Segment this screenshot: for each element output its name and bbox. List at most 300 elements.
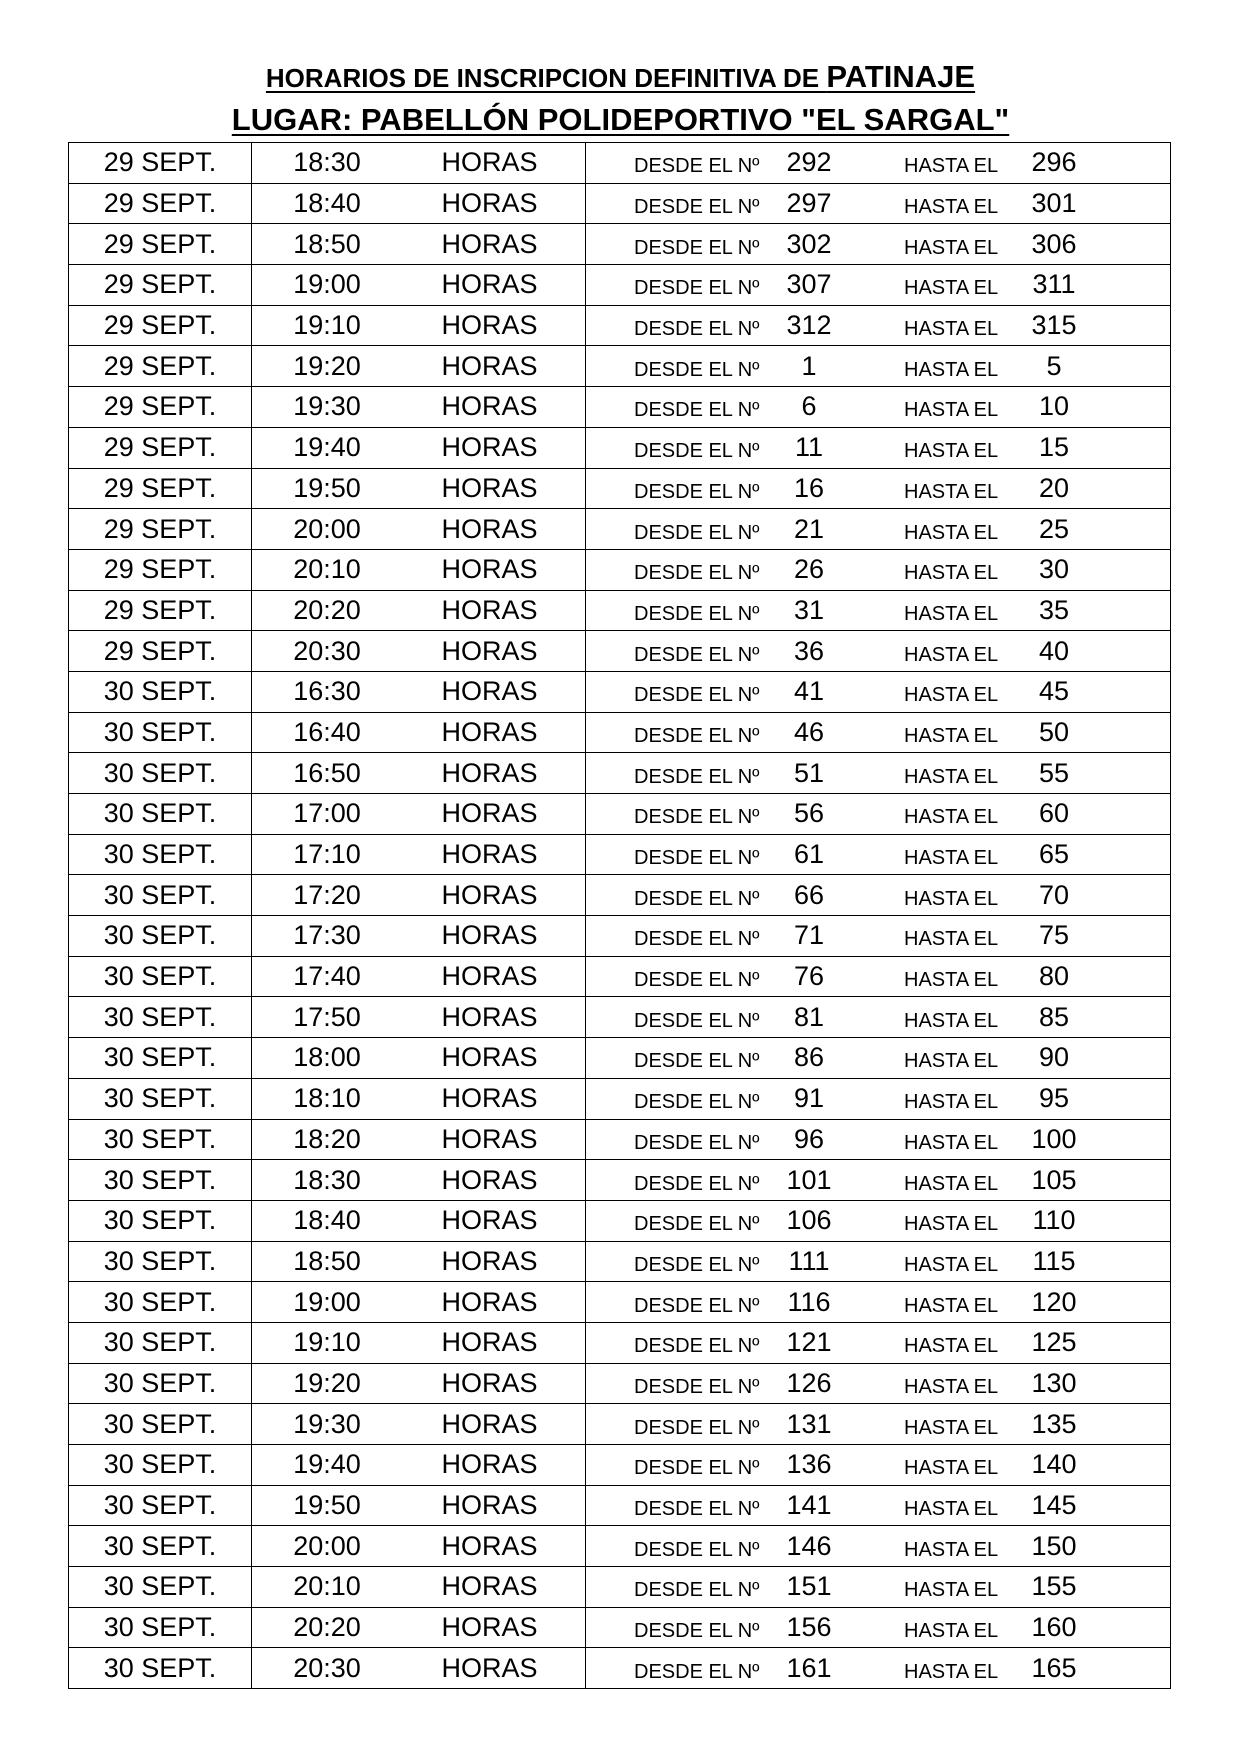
time-cell bbox=[252, 1200, 586, 1241]
horas-label: HORAS bbox=[441, 1123, 538, 1154]
table-row bbox=[69, 1363, 1171, 1404]
range-cell bbox=[586, 427, 1171, 468]
desde-label: DESDE EL Nº bbox=[634, 969, 760, 992]
to-number: 15 bbox=[1038, 432, 1070, 463]
date-cell: 30 SEPT. bbox=[69, 1282, 252, 1323]
range-cell bbox=[586, 1404, 1171, 1445]
time-cell bbox=[252, 1404, 586, 1445]
date-cell: 29 SEPT. bbox=[69, 468, 252, 509]
horas-label: HORAS bbox=[441, 1205, 538, 1236]
to-number: 105 bbox=[1031, 1164, 1077, 1195]
table-row bbox=[69, 1282, 1171, 1323]
from-number: 6 bbox=[801, 391, 817, 422]
range-cell bbox=[586, 1567, 1171, 1608]
from-number: 111 bbox=[788, 1245, 830, 1276]
range-cell bbox=[586, 1160, 1171, 1201]
hasta-label: HASTA EL bbox=[904, 480, 999, 503]
from-number: 307 bbox=[786, 269, 832, 300]
time-value: 16:30 bbox=[293, 676, 361, 707]
hasta-label: HASTA EL bbox=[904, 277, 999, 300]
range-cell bbox=[586, 1241, 1171, 1282]
to-number: 160 bbox=[1031, 1612, 1077, 1643]
time-cell bbox=[252, 265, 586, 306]
desde-label: DESDE EL Nº bbox=[634, 724, 760, 747]
table-row bbox=[69, 1119, 1171, 1160]
from-number: 136 bbox=[786, 1449, 832, 1480]
date-cell: 30 SEPT. bbox=[69, 1241, 252, 1282]
to-number: 30 bbox=[1038, 554, 1070, 585]
to-number: 150 bbox=[1031, 1530, 1077, 1561]
hasta-label: HASTA EL bbox=[904, 1091, 999, 1114]
to-number: 120 bbox=[1031, 1286, 1077, 1317]
date-cell: 30 SEPT. bbox=[69, 956, 252, 997]
date-cell: 30 SEPT. bbox=[69, 916, 252, 957]
hasta-label: HASTA EL bbox=[904, 684, 999, 707]
time-cell bbox=[252, 1078, 586, 1119]
hasta-label: HASTA EL bbox=[904, 399, 999, 422]
horas-label: HORAS bbox=[441, 1652, 538, 1683]
time-value: 19:30 bbox=[293, 391, 361, 422]
time-cell bbox=[252, 224, 586, 265]
horas-label: HORAS bbox=[441, 1408, 538, 1439]
hasta-label: HASTA EL bbox=[904, 928, 999, 951]
date-cell: 30 SEPT. bbox=[69, 1526, 252, 1567]
date-cell: 30 SEPT. bbox=[69, 794, 252, 835]
from-number: 31 bbox=[793, 594, 825, 625]
horas-label: HORAS bbox=[441, 472, 538, 503]
time-cell bbox=[252, 753, 586, 794]
range-cell bbox=[586, 468, 1171, 509]
table-row bbox=[69, 1404, 1171, 1445]
horas-label: HORAS bbox=[441, 554, 538, 585]
hasta-label: HASTA EL bbox=[904, 521, 999, 544]
desde-label: DESDE EL Nº bbox=[634, 358, 760, 381]
table-row bbox=[69, 387, 1171, 428]
time-value: 17:40 bbox=[293, 961, 361, 992]
time-cell bbox=[252, 346, 586, 387]
time-cell bbox=[252, 509, 586, 550]
hasta-label: HASTA EL bbox=[904, 1172, 999, 1195]
date-cell: 30 SEPT. bbox=[69, 753, 252, 794]
to-number: 40 bbox=[1038, 635, 1070, 666]
time-value: 16:40 bbox=[293, 716, 361, 747]
from-number: 126 bbox=[786, 1367, 832, 1398]
range-cell bbox=[586, 875, 1171, 916]
table-row bbox=[69, 1200, 1171, 1241]
desde-label: DESDE EL Nº bbox=[634, 602, 760, 625]
schedule-table bbox=[68, 142, 1171, 1689]
hasta-label: HASTA EL bbox=[904, 1538, 999, 1561]
horas-label: HORAS bbox=[441, 1612, 538, 1643]
horas-label: HORAS bbox=[441, 1001, 538, 1032]
from-number: 146 bbox=[786, 1530, 832, 1561]
range-cell bbox=[586, 1526, 1171, 1567]
horas-label: HORAS bbox=[441, 350, 538, 381]
date-cell: 30 SEPT. bbox=[69, 712, 252, 753]
table-row bbox=[69, 916, 1171, 957]
desde-label: DESDE EL Nº bbox=[634, 480, 760, 503]
hasta-label: HASTA EL bbox=[904, 562, 999, 585]
from-number: 1 bbox=[801, 350, 817, 381]
date-cell: 29 SEPT. bbox=[69, 224, 252, 265]
time-cell bbox=[252, 956, 586, 997]
to-number: 306 bbox=[1031, 228, 1077, 259]
time-cell bbox=[252, 1526, 586, 1567]
time-value: 20:10 bbox=[293, 1571, 361, 1602]
time-cell bbox=[252, 1648, 586, 1689]
to-number: 60 bbox=[1038, 798, 1070, 829]
to-number: 45 bbox=[1038, 676, 1070, 707]
desde-label: DESDE EL Nº bbox=[634, 1375, 760, 1398]
table-row bbox=[69, 875, 1171, 916]
location-text: LUGAR: PABELLÓN POLIDEPORTIVO "EL SARGAL" bbox=[231, 102, 1010, 137]
time-value: 19:00 bbox=[293, 269, 361, 300]
table-row bbox=[69, 631, 1171, 672]
range-cell bbox=[586, 183, 1171, 224]
desde-label: DESDE EL Nº bbox=[634, 1579, 760, 1602]
to-number: 135 bbox=[1031, 1408, 1077, 1439]
hasta-label: HASTA EL bbox=[904, 1050, 999, 1073]
from-number: 131 bbox=[786, 1408, 832, 1439]
date-cell: 30 SEPT. bbox=[69, 671, 252, 712]
from-number: 141 bbox=[786, 1490, 832, 1521]
date-cell: 29 SEPT. bbox=[69, 590, 252, 631]
range-cell bbox=[586, 753, 1171, 794]
time-cell bbox=[252, 997, 586, 1038]
time-cell bbox=[252, 1567, 586, 1608]
desde-label: DESDE EL Nº bbox=[634, 643, 760, 666]
document-location bbox=[0, 100, 1241, 140]
hasta-label: HASTA EL bbox=[904, 1253, 999, 1276]
desde-label: DESDE EL Nº bbox=[634, 1091, 760, 1114]
time-cell bbox=[252, 1322, 586, 1363]
desde-label: DESDE EL Nº bbox=[634, 1172, 760, 1195]
horas-label: HORAS bbox=[441, 594, 538, 625]
time-value: 20:00 bbox=[293, 513, 361, 544]
hasta-label: HASTA EL bbox=[904, 1579, 999, 1602]
horas-label: HORAS bbox=[441, 1571, 538, 1602]
time-value: 20:20 bbox=[293, 1612, 361, 1643]
time-cell bbox=[252, 1445, 586, 1486]
time-value: 18:50 bbox=[293, 228, 361, 259]
time-cell bbox=[252, 1241, 586, 1282]
to-number: 145 bbox=[1031, 1490, 1077, 1521]
time-cell bbox=[252, 1282, 586, 1323]
time-value: 19:10 bbox=[293, 310, 361, 341]
schedule-rows bbox=[69, 143, 1171, 1689]
from-number: 26 bbox=[793, 554, 825, 585]
time-value: 18:00 bbox=[293, 1042, 361, 1073]
to-number: 5 bbox=[1046, 350, 1062, 381]
time-value: 18:30 bbox=[293, 1164, 361, 1195]
time-cell bbox=[252, 712, 586, 753]
desde-label: DESDE EL Nº bbox=[634, 847, 760, 870]
to-number: 100 bbox=[1031, 1123, 1077, 1154]
table-row bbox=[69, 427, 1171, 468]
table-row bbox=[69, 1038, 1171, 1079]
date-cell: 29 SEPT. bbox=[69, 305, 252, 346]
horas-label: HORAS bbox=[441, 1164, 538, 1195]
time-cell bbox=[252, 468, 586, 509]
range-cell bbox=[586, 712, 1171, 753]
from-number: 86 bbox=[793, 1042, 825, 1073]
date-cell: 29 SEPT. bbox=[69, 631, 252, 672]
desde-label: DESDE EL Nº bbox=[634, 155, 760, 178]
range-cell bbox=[586, 1282, 1171, 1323]
from-number: 81 bbox=[793, 1001, 825, 1032]
date-cell: 30 SEPT. bbox=[69, 997, 252, 1038]
table-row bbox=[69, 305, 1171, 346]
table-row bbox=[69, 1567, 1171, 1608]
from-number: 16 bbox=[793, 472, 825, 503]
time-value: 18:20 bbox=[293, 1123, 361, 1154]
date-cell: 30 SEPT. bbox=[69, 1363, 252, 1404]
date-cell: 30 SEPT. bbox=[69, 1078, 252, 1119]
from-number: 51 bbox=[793, 757, 825, 788]
from-number: 91 bbox=[793, 1083, 825, 1114]
time-value: 17:00 bbox=[293, 798, 361, 829]
time-cell bbox=[252, 1160, 586, 1201]
hasta-label: HASTA EL bbox=[904, 887, 999, 910]
horas-label: HORAS bbox=[441, 1530, 538, 1561]
desde-label: DESDE EL Nº bbox=[634, 1009, 760, 1032]
table-row bbox=[69, 997, 1171, 1038]
range-cell bbox=[586, 1078, 1171, 1119]
desde-label: DESDE EL Nº bbox=[634, 440, 760, 463]
time-cell bbox=[252, 916, 586, 957]
time-value: 19:50 bbox=[293, 472, 361, 503]
date-cell: 29 SEPT. bbox=[69, 143, 252, 184]
date-cell: 29 SEPT. bbox=[69, 387, 252, 428]
time-value: 20:30 bbox=[293, 1652, 361, 1683]
from-number: 156 bbox=[786, 1612, 832, 1643]
to-number: 50 bbox=[1038, 716, 1070, 747]
to-number: 95 bbox=[1038, 1083, 1070, 1114]
table-row bbox=[69, 794, 1171, 835]
to-number: 10 bbox=[1038, 391, 1070, 422]
range-cell bbox=[586, 671, 1171, 712]
desde-label: DESDE EL Nº bbox=[634, 318, 760, 341]
hasta-label: HASTA EL bbox=[904, 155, 999, 178]
date-cell: 30 SEPT. bbox=[69, 1200, 252, 1241]
time-value: 18:40 bbox=[293, 1205, 361, 1236]
table-row bbox=[69, 1322, 1171, 1363]
from-number: 41 bbox=[793, 676, 825, 707]
horas-label: HORAS bbox=[441, 1245, 538, 1276]
from-number: 46 bbox=[793, 716, 825, 747]
desde-label: DESDE EL Nº bbox=[634, 399, 760, 422]
range-cell bbox=[586, 956, 1171, 997]
from-number: 36 bbox=[793, 635, 825, 666]
date-cell: 30 SEPT. bbox=[69, 1607, 252, 1648]
range-cell bbox=[586, 916, 1171, 957]
time-cell bbox=[252, 427, 586, 468]
date-cell: 29 SEPT. bbox=[69, 549, 252, 590]
from-number: 76 bbox=[793, 961, 825, 992]
range-cell bbox=[586, 631, 1171, 672]
table-row bbox=[69, 1160, 1171, 1201]
range-cell bbox=[586, 794, 1171, 835]
hasta-label: HASTA EL bbox=[904, 643, 999, 666]
date-cell: 30 SEPT. bbox=[69, 1567, 252, 1608]
table-row bbox=[69, 265, 1171, 306]
horas-label: HORAS bbox=[441, 879, 538, 910]
range-cell bbox=[586, 834, 1171, 875]
time-cell bbox=[252, 1363, 586, 1404]
hasta-label: HASTA EL bbox=[904, 1660, 999, 1683]
to-number: 165 bbox=[1031, 1652, 1077, 1683]
from-number: 71 bbox=[793, 920, 825, 951]
time-value: 19:00 bbox=[293, 1286, 361, 1317]
horas-label: HORAS bbox=[441, 1367, 538, 1398]
desde-label: DESDE EL Nº bbox=[634, 236, 760, 259]
horas-label: HORAS bbox=[441, 391, 538, 422]
time-value: 17:20 bbox=[293, 879, 361, 910]
time-cell bbox=[252, 549, 586, 590]
from-number: 11 bbox=[794, 432, 824, 463]
table-row bbox=[69, 1485, 1171, 1526]
date-cell: 29 SEPT. bbox=[69, 265, 252, 306]
horas-label: HORAS bbox=[441, 1327, 538, 1358]
title-sport: PATINAJE bbox=[826, 59, 976, 94]
time-value: 19:40 bbox=[293, 1449, 361, 1480]
from-number: 101 bbox=[786, 1164, 832, 1195]
horas-label: HORAS bbox=[441, 269, 538, 300]
desde-label: DESDE EL Nº bbox=[634, 1213, 760, 1236]
hasta-label: HASTA EL bbox=[904, 724, 999, 747]
desde-label: DESDE EL Nº bbox=[634, 684, 760, 707]
table-row bbox=[69, 834, 1171, 875]
time-value: 18:40 bbox=[293, 188, 361, 219]
time-cell bbox=[252, 671, 586, 712]
date-cell: 30 SEPT. bbox=[69, 834, 252, 875]
table-row bbox=[69, 1078, 1171, 1119]
desde-label: DESDE EL Nº bbox=[634, 1660, 760, 1683]
horas-label: HORAS bbox=[441, 147, 538, 178]
hasta-label: HASTA EL bbox=[904, 318, 999, 341]
desde-label: DESDE EL Nº bbox=[634, 1050, 760, 1073]
time-value: 19:20 bbox=[293, 350, 361, 381]
date-cell: 29 SEPT. bbox=[69, 183, 252, 224]
range-cell bbox=[586, 1363, 1171, 1404]
table-row bbox=[69, 549, 1171, 590]
range-cell bbox=[586, 1200, 1171, 1241]
range-cell bbox=[586, 549, 1171, 590]
hasta-label: HASTA EL bbox=[904, 358, 999, 381]
table-row bbox=[69, 712, 1171, 753]
desde-label: DESDE EL Nº bbox=[634, 928, 760, 951]
hasta-label: HASTA EL bbox=[904, 1009, 999, 1032]
time-value: 20:20 bbox=[293, 594, 361, 625]
horas-label: HORAS bbox=[441, 798, 538, 829]
hasta-label: HASTA EL bbox=[904, 1416, 999, 1439]
title-prefix: HORARIOS DE INSCRIPCION DEFINITIVA DE bbox=[265, 63, 827, 93]
horas-label: HORAS bbox=[441, 188, 538, 219]
horas-label: HORAS bbox=[441, 635, 538, 666]
time-cell bbox=[252, 1119, 586, 1160]
date-cell: 30 SEPT. bbox=[69, 1119, 252, 1160]
table-row bbox=[69, 143, 1171, 184]
date-cell: 30 SEPT. bbox=[69, 1160, 252, 1201]
horas-label: HORAS bbox=[441, 1083, 538, 1114]
time-cell bbox=[252, 1038, 586, 1079]
desde-label: DESDE EL Nº bbox=[634, 1131, 760, 1154]
desde-label: DESDE EL Nº bbox=[634, 521, 760, 544]
date-cell: 30 SEPT. bbox=[69, 1648, 252, 1689]
table-row bbox=[69, 509, 1171, 550]
time-value: 16:50 bbox=[293, 757, 361, 788]
time-cell bbox=[252, 305, 586, 346]
to-number: 296 bbox=[1031, 147, 1077, 178]
horas-label: HORAS bbox=[441, 716, 538, 747]
range-cell bbox=[586, 1445, 1171, 1486]
to-number: 25 bbox=[1038, 513, 1070, 544]
time-cell bbox=[252, 794, 586, 835]
from-number: 292 bbox=[786, 147, 832, 178]
time-value: 20:30 bbox=[293, 635, 361, 666]
time-value: 19:10 bbox=[293, 1327, 361, 1358]
from-number: 151 bbox=[786, 1571, 832, 1602]
from-number: 312 bbox=[786, 310, 832, 341]
time-cell bbox=[252, 1485, 586, 1526]
from-number: 116 bbox=[787, 1286, 831, 1317]
table-row bbox=[69, 590, 1171, 631]
hasta-label: HASTA EL bbox=[904, 196, 999, 219]
date-cell: 29 SEPT. bbox=[69, 427, 252, 468]
table-row bbox=[69, 183, 1171, 224]
hasta-label: HASTA EL bbox=[904, 806, 999, 829]
date-cell: 30 SEPT. bbox=[69, 1404, 252, 1445]
horas-label: HORAS bbox=[441, 839, 538, 870]
horas-label: HORAS bbox=[441, 676, 538, 707]
to-number: 20 bbox=[1038, 472, 1070, 503]
time-value: 18:50 bbox=[293, 1245, 361, 1276]
horas-label: HORAS bbox=[441, 961, 538, 992]
range-cell bbox=[586, 1322, 1171, 1363]
range-cell bbox=[586, 1038, 1171, 1079]
to-number: 75 bbox=[1038, 920, 1070, 951]
from-number: 121 bbox=[786, 1327, 832, 1358]
to-number: 115 bbox=[1032, 1245, 1076, 1276]
horas-label: HORAS bbox=[441, 1449, 538, 1480]
date-cell: 30 SEPT. bbox=[69, 1445, 252, 1486]
hasta-label: HASTA EL bbox=[904, 1213, 999, 1236]
time-cell bbox=[252, 875, 586, 916]
table-row bbox=[69, 1445, 1171, 1486]
to-number: 140 bbox=[1031, 1449, 1077, 1480]
desde-label: DESDE EL Nº bbox=[634, 1416, 760, 1439]
horas-label: HORAS bbox=[441, 757, 538, 788]
hasta-label: HASTA EL bbox=[904, 236, 999, 259]
table-row bbox=[69, 224, 1171, 265]
hasta-label: HASTA EL bbox=[904, 440, 999, 463]
from-number: 106 bbox=[786, 1205, 832, 1236]
to-number: 85 bbox=[1038, 1001, 1070, 1032]
horas-label: HORAS bbox=[441, 513, 538, 544]
to-number: 80 bbox=[1038, 961, 1070, 992]
desde-label: DESDE EL Nº bbox=[634, 1457, 760, 1480]
hasta-label: HASTA EL bbox=[904, 1620, 999, 1643]
desde-label: DESDE EL Nº bbox=[634, 196, 760, 219]
time-value: 19:30 bbox=[293, 1408, 361, 1439]
hasta-label: HASTA EL bbox=[904, 1498, 999, 1521]
from-number: 21 bbox=[793, 513, 825, 544]
range-cell bbox=[586, 1485, 1171, 1526]
to-number: 65 bbox=[1038, 839, 1070, 870]
to-number: 301 bbox=[1031, 188, 1077, 219]
from-number: 96 bbox=[793, 1123, 825, 1154]
desde-label: DESDE EL Nº bbox=[634, 1498, 760, 1521]
